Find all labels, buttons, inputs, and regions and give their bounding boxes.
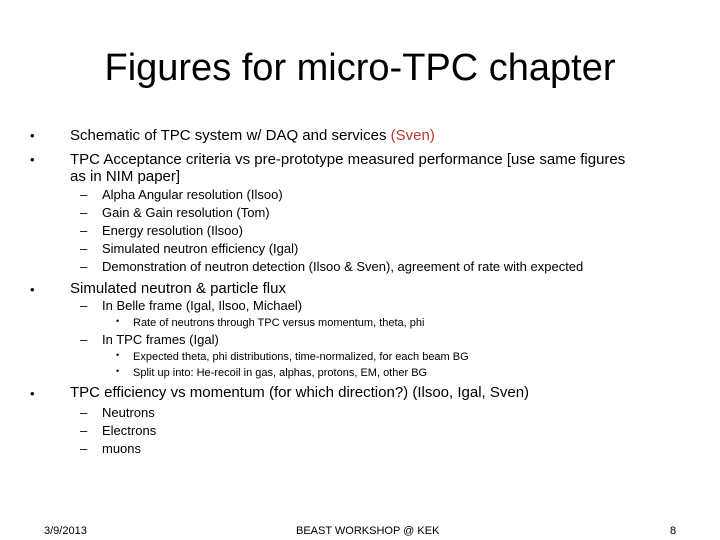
dot-marker: • bbox=[116, 366, 120, 376]
bullet-daq-schematic bbox=[70, 127, 435, 145]
dash-marker: – bbox=[80, 298, 88, 313]
sub-item: Electrons bbox=[102, 423, 157, 438]
bullet-tpc-efficiency: TPC efficiency vs momentum (for which direction?) (Ilsoo, Igal, Sven) bbox=[70, 384, 530, 401]
bullet-text: Schematic of TPC system w/ DAQ and services bbox=[70, 127, 391, 144]
dash-marker: – bbox=[80, 241, 88, 256]
dash-marker: – bbox=[80, 205, 88, 220]
page-number: 8 bbox=[670, 525, 677, 537]
bullet-marker: • bbox=[30, 152, 35, 167]
dash-marker: – bbox=[80, 423, 88, 438]
sub-item: In TPC frames (Igal) bbox=[102, 332, 219, 347]
owner-highlight: (Sven) bbox=[390, 127, 435, 144]
dash-marker: – bbox=[80, 332, 88, 347]
sub-item: Gain & Gain resolution (Tom) bbox=[102, 205, 270, 220]
bullet-acceptance-criteria-cont: as in NIM paper] bbox=[70, 168, 181, 185]
slide-title: Figures for micro-TPC chapter bbox=[104, 47, 616, 89]
sub-item: muons bbox=[102, 441, 142, 456]
bullet-acceptance-criteria: TPC Acceptance criteria vs pre-prototype measured performance [use same figures bbox=[70, 151, 626, 168]
bullet-marker: • bbox=[30, 128, 35, 143]
sub-sub-item: Expected theta, phi distributions, time-normalized, for each beam BG bbox=[133, 351, 469, 363]
sub-sub-item: Split up into: He-recoil in gas, alphas, protons, EM, other BG bbox=[133, 367, 428, 379]
sub-item: In Belle frame (Igal, Ilsoo, Michael) bbox=[102, 298, 303, 313]
sub-item: Alpha Angular resolution (Ilsoo) bbox=[102, 187, 283, 202]
dot-marker: • bbox=[116, 350, 120, 360]
sub-item: Neutrons bbox=[102, 405, 155, 420]
sub-item: Simulated neutron efficiency (Igal) bbox=[102, 241, 299, 256]
bullet-marker: • bbox=[30, 282, 35, 297]
dash-marker: – bbox=[80, 405, 88, 420]
dash-marker: – bbox=[80, 259, 88, 274]
dot-marker: • bbox=[116, 316, 120, 326]
sub-item: Energy resolution (Ilsoo) bbox=[102, 223, 243, 238]
bullet-marker: • bbox=[30, 386, 35, 401]
footer-date: 3/9/2013 bbox=[44, 525, 87, 537]
bullet-neutron-flux: Simulated neutron & particle flux bbox=[70, 280, 286, 297]
sub-sub-item: Rate of neutrons through TPC versus momentum, theta, phi bbox=[133, 317, 425, 329]
footer-event: BEAST WORKSHOP @ KEK bbox=[296, 525, 440, 537]
dash-marker: – bbox=[80, 187, 88, 202]
dash-marker: – bbox=[80, 223, 88, 238]
sub-item: Demonstration of neutron detection (Ilsoo & Sven), agreement of rate with expected bbox=[102, 259, 584, 274]
dash-marker: – bbox=[80, 441, 88, 456]
